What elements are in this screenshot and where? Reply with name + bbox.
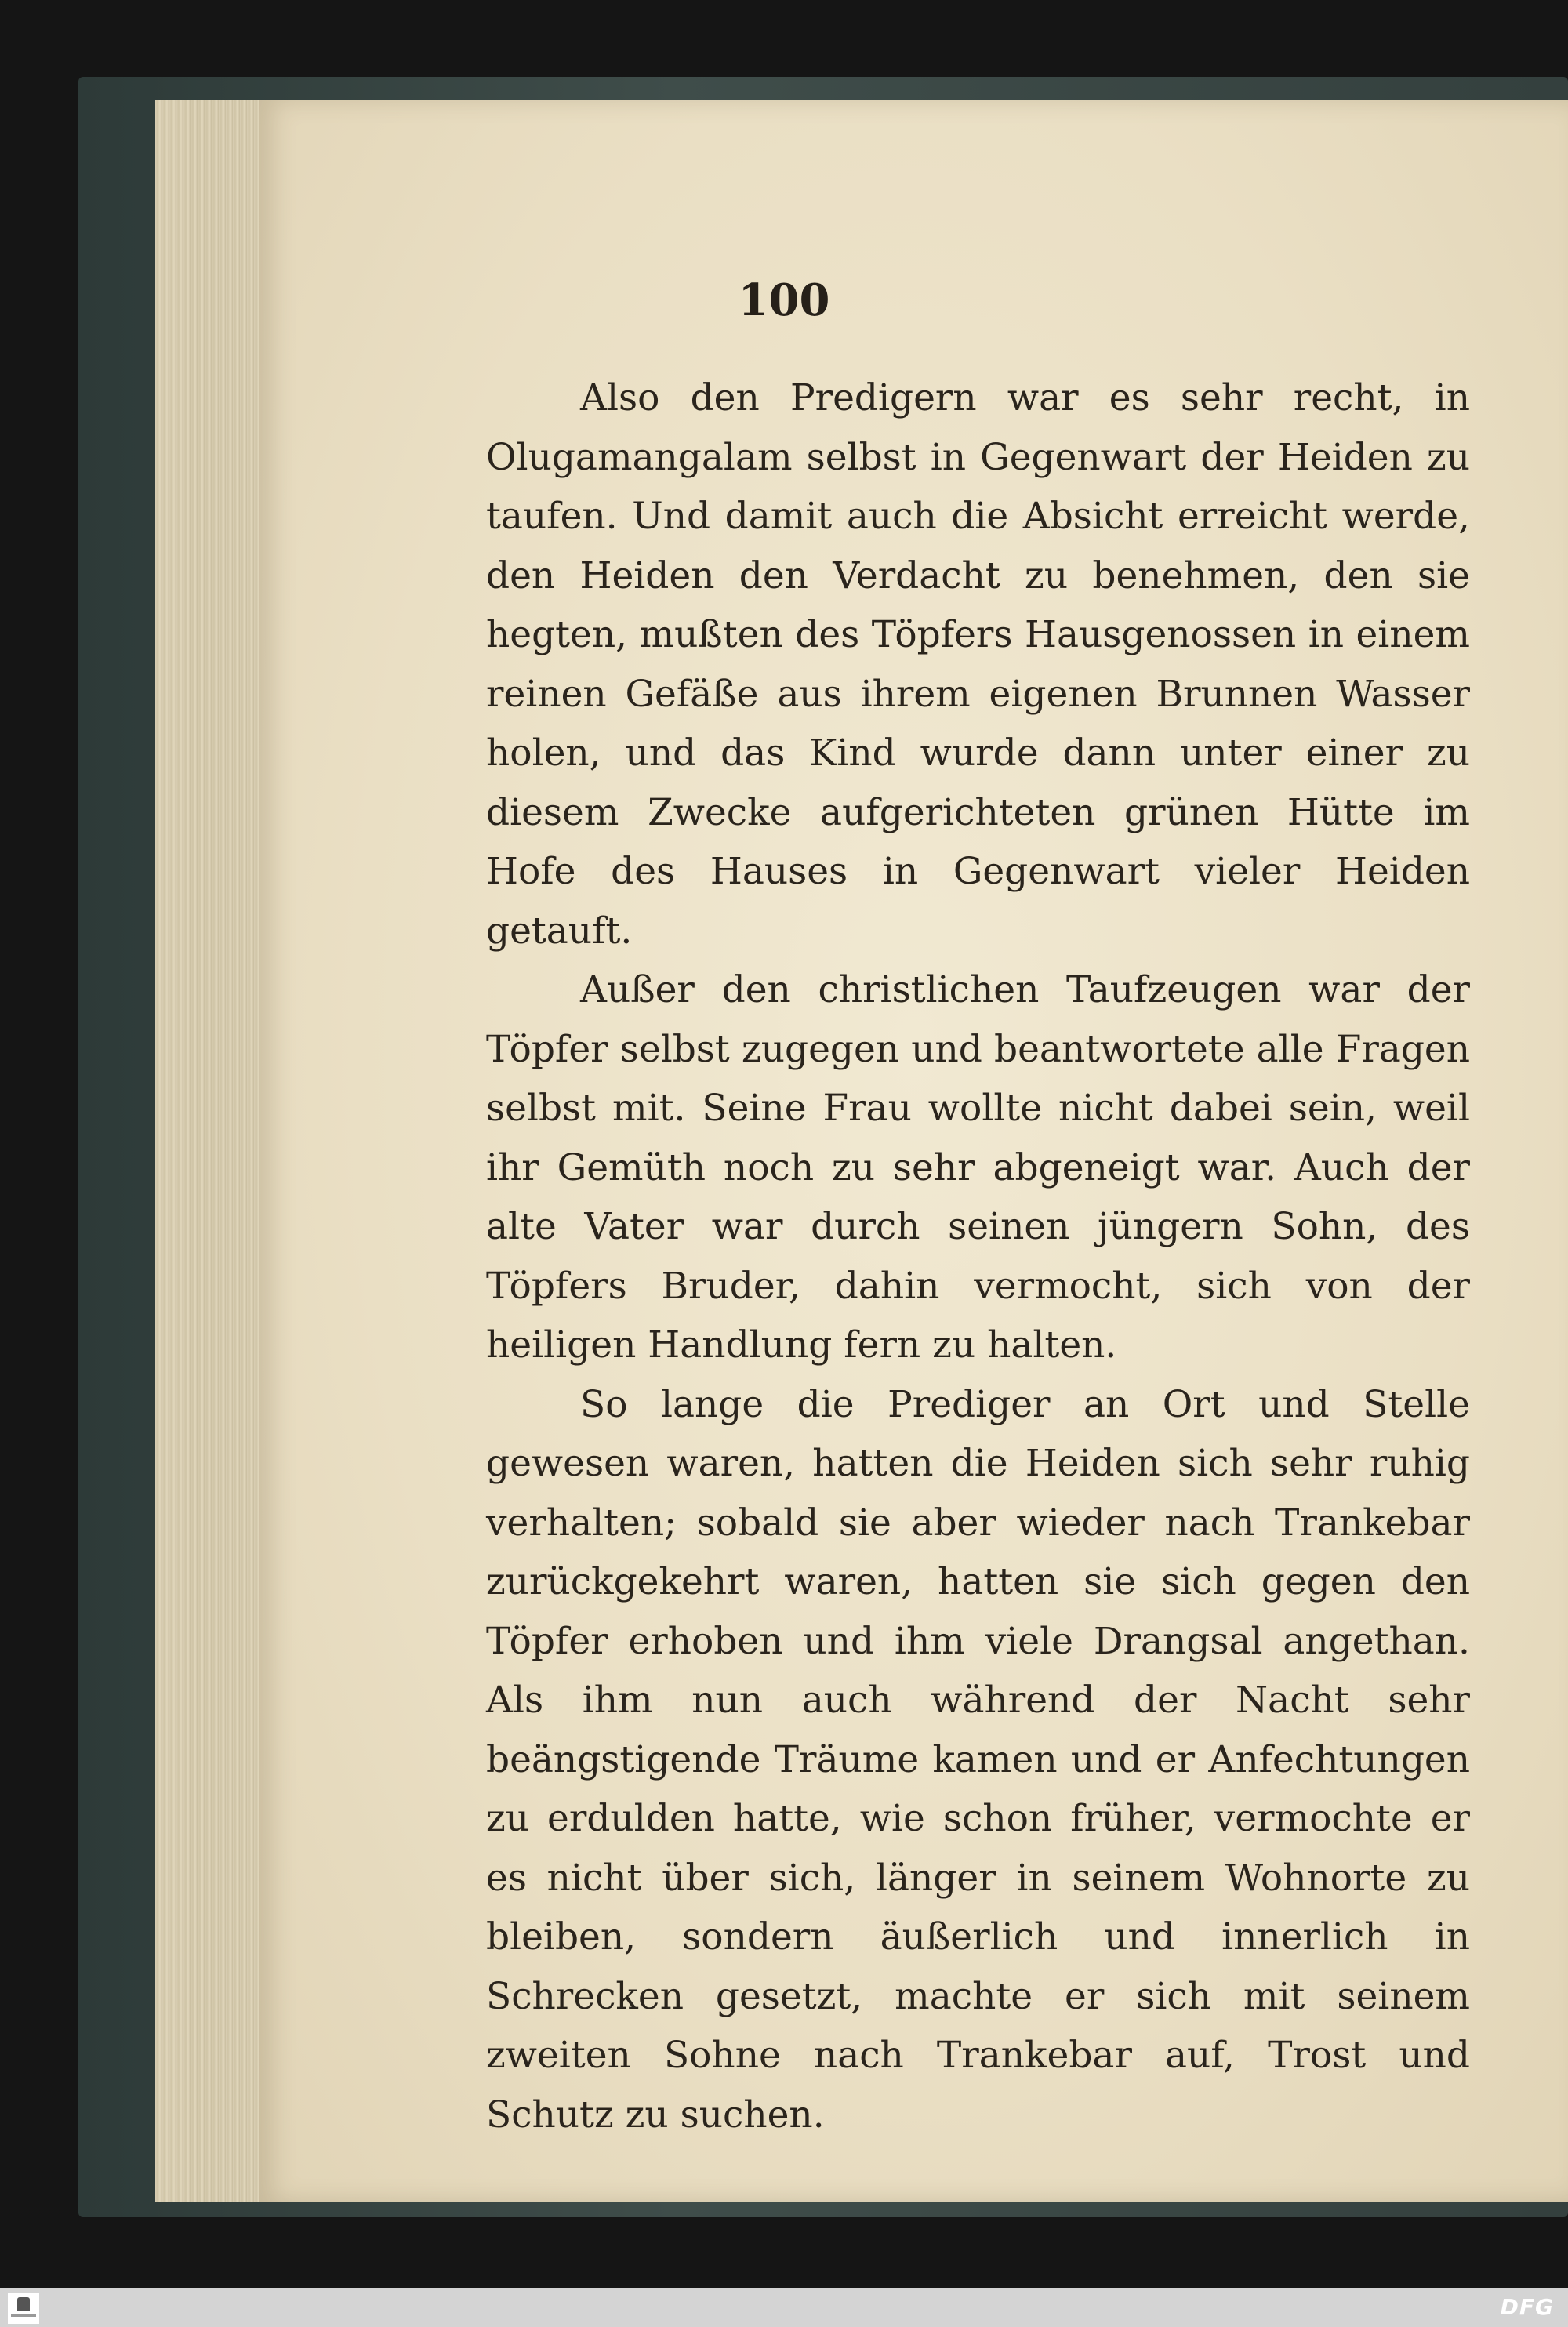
paragraph-2: Außer den christlichen Taufzeugen war der Töpfer selbst zugegen und beantwortete alle Fragen selbst mit. Seine Frau wollte nicht dabei sein, weil ihr Gemüth noch zu sehr abgeneigt war. Auch der alte Vater war durch seinen jüngern Sohn, des Töpfers Bruder, dahin vermocht, sich von der heiligen Handlung fern zu halten. — [486, 968, 1470, 1367]
library-logo-caption — [11, 2314, 36, 2317]
library-logo-mark — [17, 2297, 30, 2311]
page-edges — [155, 100, 273, 2202]
paragraph-1: Also den Predigern war es sehr recht, in Olugamangalam selbst in Gegenwart der Heiden zu taufen. Und damit auch die Absicht erreicht werde, den Heiden den Verdacht zu benehmen, den sie hegten, mußten des Töpfers Hausgenossen in einem reinen Gefäße aus ihrem eigenen Brunnen Wasser holen, und das Kind wurde dann unter einer zu diesem Zwecke aufgerichteten grünen Hütte im Hofe des Hauses in Gegenwart vieler Heiden getauft. — [486, 376, 1470, 953]
dfg-logo: DFG — [1500, 2294, 1554, 2320]
paragraph-3: So lange die Prediger an Ort und Stelle gewesen waren, hatten die Heiden sich sehr ruhig verhalten; sobald sie aber wieder nach Trankebar zurückgekehrt waren, hatten sie sich gegen den Töpfer erhoben und ihm viele Drangsal angethan. Als ihm nun auch während der Nacht sehr beängstigende Träume kamen und er Anfechtungen zu erdulden hatte, wie schon früher, vermochte er es nicht über sich, länger in seinem Wohnorte zu bleiben, sondern äußerlich und innerlich in Schrecken gesetzt, machte er sich mit seinem zweiten Sohne nach Trankebar auf, Trost und Schutz zu suchen. — [486, 1382, 1470, 2136]
page-number: 100 — [738, 274, 830, 326]
library-logo-icon[interactable] — [8, 2293, 39, 2324]
body-text — [486, 368, 1470, 2144]
viewer-bottom-bar — [0, 2288, 1568, 2327]
